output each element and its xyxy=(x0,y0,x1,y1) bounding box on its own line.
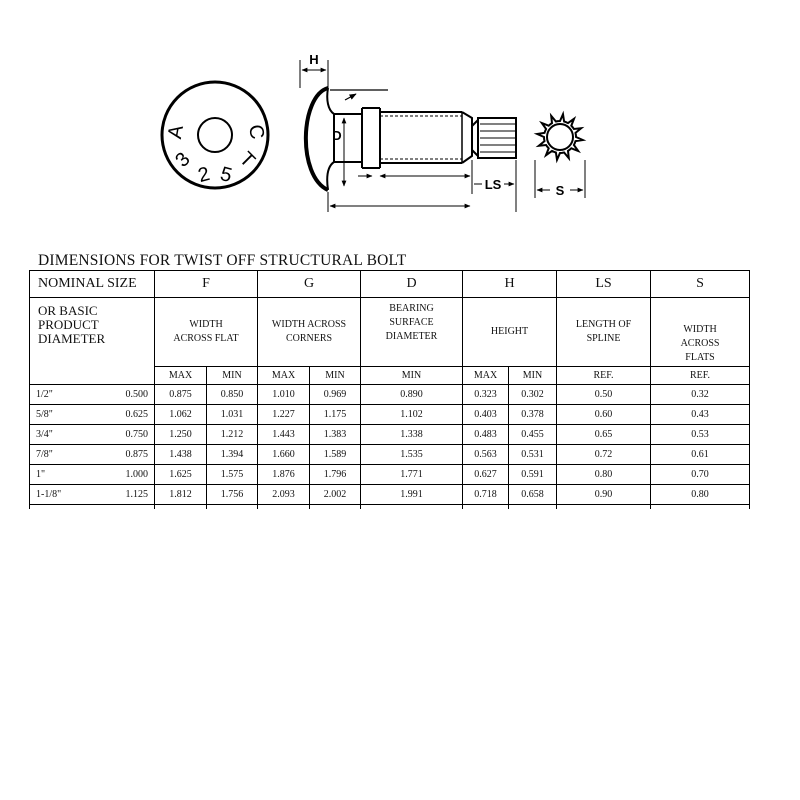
desc-line: WIDTH xyxy=(683,324,717,335)
dimension-ls-label: LS xyxy=(484,177,502,192)
value-cell: 1.443 xyxy=(258,425,310,445)
value-cell: 1.175 xyxy=(310,405,361,425)
value-cell: 0.969 xyxy=(310,385,361,405)
empty-cell xyxy=(557,505,651,510)
value-cell: 1.227 xyxy=(258,405,310,425)
table-row xyxy=(30,385,750,405)
value-cell: 1.010 xyxy=(258,385,310,405)
value-cell: 1.771 xyxy=(361,465,463,485)
stamp-char: A xyxy=(164,123,188,141)
value-cell: 0.378 xyxy=(509,405,557,425)
dimension-h xyxy=(300,52,328,88)
value-cell: 0.483 xyxy=(463,425,509,445)
size-cell xyxy=(30,445,155,465)
size-cell xyxy=(30,425,155,445)
nominal-description xyxy=(30,298,155,385)
dimension-ls xyxy=(380,160,516,212)
size-cell xyxy=(30,385,155,405)
value-cell: 1.991 xyxy=(361,485,463,505)
empty-cell xyxy=(207,505,258,510)
header-f: F xyxy=(155,271,258,298)
empty-cell xyxy=(361,505,463,510)
desc-line: DIAMETER xyxy=(385,331,438,342)
value-cell: 2.002 xyxy=(310,485,361,505)
header-s: S xyxy=(651,271,750,298)
value-cell: 0.591 xyxy=(509,465,557,485)
value-cell: 1.625 xyxy=(155,465,207,485)
empty-cell xyxy=(651,505,750,510)
value-cell: 1.812 xyxy=(155,485,207,505)
subheader-g-min: MIN xyxy=(310,367,361,385)
desc-line: BEARING xyxy=(389,303,434,314)
basic-diameter: 0.750 xyxy=(125,429,148,440)
nominal-desc-line: PRODUCT xyxy=(38,317,99,332)
value-cell: 0.65 xyxy=(557,425,651,445)
subheader-h-max: MAX xyxy=(463,367,509,385)
desc-line: ACROSS FLAT xyxy=(173,333,239,344)
desc-line: FLATS xyxy=(685,352,715,363)
empty-cell xyxy=(463,505,509,510)
desc-ls xyxy=(557,298,651,367)
value-cell: 0.455 xyxy=(509,425,557,445)
value-cell: 1.212 xyxy=(207,425,258,445)
table-row xyxy=(30,425,750,445)
subheader-ls-ref: REF. xyxy=(557,367,651,385)
bolt-drawing xyxy=(0,0,800,230)
basic-diameter: 0.500 xyxy=(125,389,148,400)
value-cell: 0.43 xyxy=(651,405,750,425)
size-cell xyxy=(30,465,155,485)
subheader-f-min: MIN xyxy=(207,367,258,385)
header-ls: LS xyxy=(557,271,651,298)
value-cell: 2.093 xyxy=(258,485,310,505)
value-cell: 0.60 xyxy=(557,405,651,425)
value-cell: 1.394 xyxy=(207,445,258,465)
value-cell: 0.323 xyxy=(463,385,509,405)
dimensions-table xyxy=(29,270,750,509)
empty-cell xyxy=(509,505,557,510)
table-row xyxy=(30,465,750,485)
value-cell: 0.890 xyxy=(361,385,463,405)
value-cell: 1.031 xyxy=(207,405,258,425)
value-cell: 1.589 xyxy=(310,445,361,465)
value-cell: 0.531 xyxy=(509,445,557,465)
value-cell: 1.438 xyxy=(155,445,207,465)
desc-line: SPLINE xyxy=(586,333,621,344)
empty-cell xyxy=(258,505,310,510)
value-cell: 0.70 xyxy=(651,465,750,485)
header-g: G xyxy=(258,271,361,298)
value-cell: 1.102 xyxy=(361,405,463,425)
desc-h xyxy=(463,298,557,367)
value-cell: 1.876 xyxy=(258,465,310,485)
table-row xyxy=(30,405,750,425)
value-cell: 0.718 xyxy=(463,485,509,505)
desc-line: CORNERS xyxy=(285,333,333,344)
table-row xyxy=(30,485,750,505)
empty-cell xyxy=(30,505,155,510)
stamp-char: C xyxy=(243,122,269,142)
desc-g xyxy=(258,298,361,367)
desc-line: LENGTH OF xyxy=(575,319,632,330)
stamp-char: 2 xyxy=(195,162,213,188)
nominal-desc-line: OR BASIC xyxy=(38,303,98,318)
value-cell: 0.61 xyxy=(651,445,750,465)
value-cell: 0.80 xyxy=(557,465,651,485)
stamp-char: T xyxy=(234,147,260,173)
empty-cell xyxy=(310,505,361,510)
desc-line: SURFACE xyxy=(389,317,434,328)
value-cell: 0.302 xyxy=(509,385,557,405)
basic-diameter: 1.000 xyxy=(125,469,148,480)
value-cell: 1.756 xyxy=(207,485,258,505)
value-cell: 0.80 xyxy=(651,485,750,505)
subheader-d-min: MIN xyxy=(361,367,463,385)
subheader-s-ref: REF. xyxy=(651,367,750,385)
value-cell: 0.850 xyxy=(207,385,258,405)
desc-line: WIDTH xyxy=(189,319,223,330)
header-h: H xyxy=(463,271,557,298)
value-cell: 0.50 xyxy=(557,385,651,405)
nominal-size: 7/8" xyxy=(36,449,53,460)
basic-diameter: 0.875 xyxy=(125,449,148,460)
size-cell xyxy=(30,405,155,425)
value-cell: 1.796 xyxy=(310,465,361,485)
value-cell: 1.383 xyxy=(310,425,361,445)
value-cell: 0.53 xyxy=(651,425,750,445)
dimension-overall-length xyxy=(328,192,470,212)
nominal-size: 1/2" xyxy=(36,389,53,400)
dimension-d xyxy=(332,118,372,186)
spline-end-view xyxy=(535,114,585,198)
value-cell: 0.875 xyxy=(155,385,207,405)
table-title: DIMENSIONS FOR TWIST OFF STRUCTURAL BOLT xyxy=(38,252,407,269)
nominal-desc-line: DIAMETER xyxy=(38,331,106,346)
desc-line: HEIGHT xyxy=(490,326,529,337)
dimension-d-label: D xyxy=(332,128,342,143)
value-cell: 0.563 xyxy=(463,445,509,465)
stamp-char: 3 xyxy=(171,148,195,172)
dimension-h-label: H xyxy=(309,52,319,67)
nominal-size: 1-1/8" xyxy=(36,489,62,500)
subheader-g-max: MAX xyxy=(258,367,310,385)
size-cell xyxy=(30,485,155,505)
header-d: D xyxy=(361,271,463,298)
bolt-head-top-view xyxy=(162,82,268,188)
nominal-size-header: NOMINAL SIZE xyxy=(30,271,155,298)
desc-s xyxy=(651,298,750,367)
value-cell: 0.90 xyxy=(557,485,651,505)
value-cell: 0.403 xyxy=(463,405,509,425)
basic-diameter: 0.625 xyxy=(125,409,148,420)
desc-line: WIDTH ACROSS xyxy=(271,319,347,330)
basic-diameter: 1.125 xyxy=(125,489,148,500)
head-leader xyxy=(330,90,388,100)
value-cell: 0.658 xyxy=(509,485,557,505)
value-cell: 0.32 xyxy=(651,385,750,405)
subheader-h-min: MIN xyxy=(509,367,557,385)
subheader-f-max: MAX xyxy=(155,367,207,385)
empty-cell xyxy=(155,505,207,510)
value-cell: 1.338 xyxy=(361,425,463,445)
value-cell: 1.062 xyxy=(155,405,207,425)
desc-line: ACROSS xyxy=(680,338,720,349)
nominal-size: 3/4" xyxy=(36,429,53,440)
stamp-char: 5 xyxy=(217,162,235,188)
desc-f xyxy=(155,298,258,367)
value-cell: 1.660 xyxy=(258,445,310,465)
value-cell: 0.627 xyxy=(463,465,509,485)
value-cell: 0.72 xyxy=(557,445,651,465)
nominal-size: 5/8" xyxy=(36,409,53,420)
value-cell: 1.250 xyxy=(155,425,207,445)
table-tail-row xyxy=(30,505,750,510)
table-row xyxy=(30,445,750,465)
desc-d xyxy=(361,298,463,367)
value-cell: 1.575 xyxy=(207,465,258,485)
nominal-size: 1" xyxy=(36,469,46,480)
dimension-s-label: S xyxy=(555,183,565,198)
value-cell: 1.535 xyxy=(361,445,463,465)
